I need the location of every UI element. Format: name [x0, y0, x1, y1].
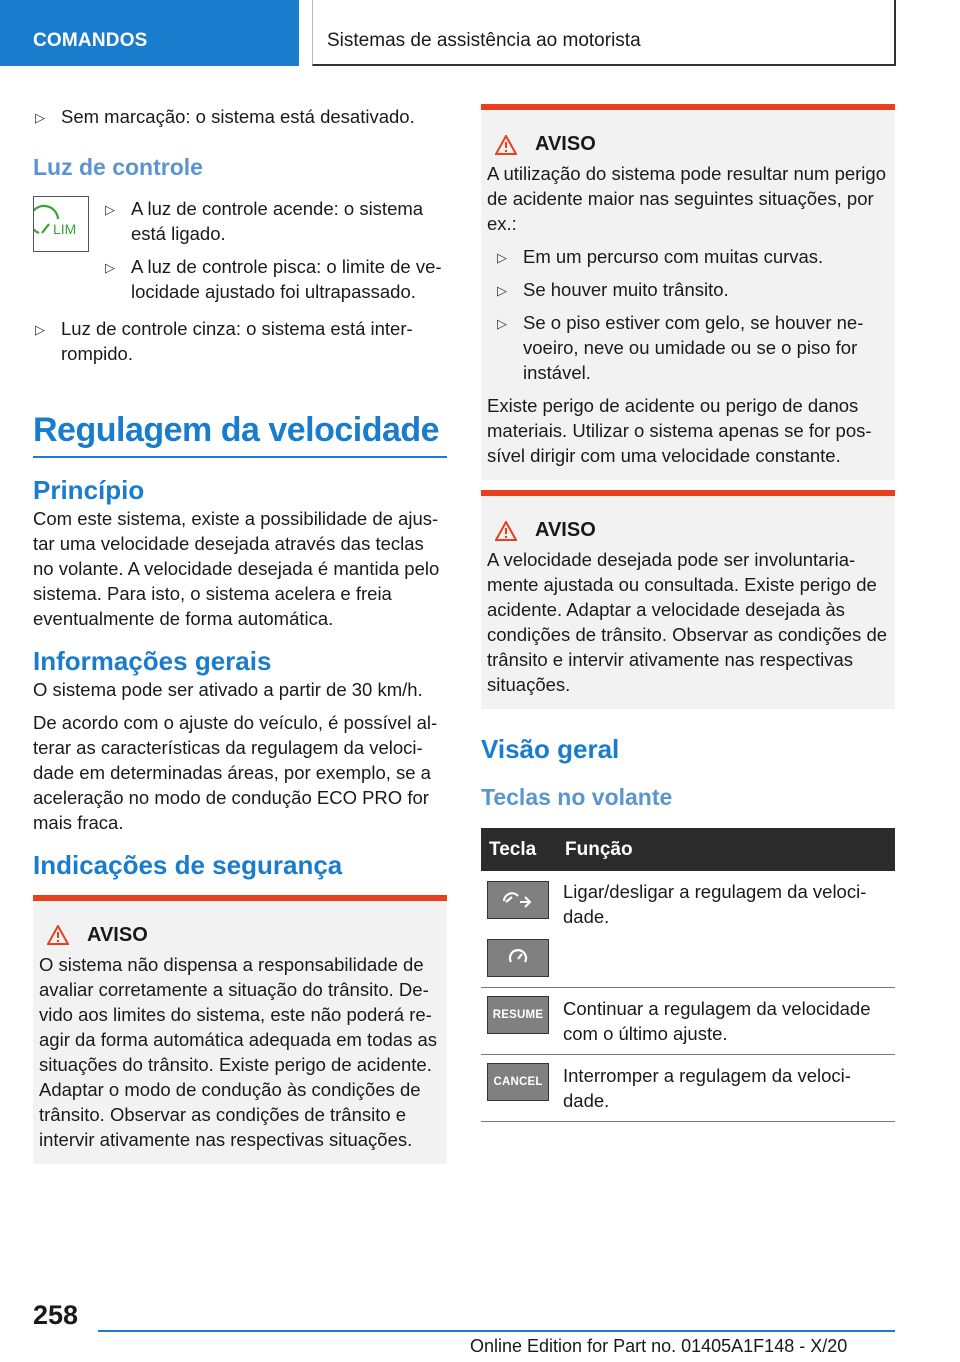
keys-table: [481, 828, 895, 1122]
lim-indicator-row: [33, 196, 447, 312]
warning-triangle-icon: [495, 521, 517, 541]
heading-rule: [33, 456, 447, 458]
keys-heading: Teclas no volante: [481, 784, 673, 810]
cancel-key: CANCEL: [487, 1063, 549, 1101]
footer-edition: Online Edition for Part no. 01405A1F148 - X/20: [470, 1336, 848, 1356]
list-item: ▷ Em um percurso com muitas curvas.: [495, 244, 889, 269]
list-item: ▷ Se o piso estiver com gelo, se houver nevoeiro, neve ou umidade ou se o piso for instável.: [497, 312, 864, 383]
table-cell-function: Interromper a regulagem da velocidade.: [557, 1055, 895, 1122]
header-chapter-box: [312, 0, 896, 66]
cruise-control-on-off-icon: [487, 881, 549, 919]
right-column: [481, 104, 895, 1122]
triangle-right-icon: ▷: [35, 110, 45, 125]
table-header-key: Tecla: [481, 828, 557, 871]
overview-heading: Visão geral: [481, 734, 620, 764]
table-cell-function: Ligar/desligar a regulagem da velocidade.: [557, 871, 895, 988]
warning-title: AVISO: [487, 518, 889, 543]
triangle-right-icon: ▷: [497, 283, 507, 298]
table-row: [481, 871, 895, 988]
table-header-function: Função: [557, 828, 895, 871]
warning-text: O sistema não dispensa a responsabilidade de avaliar corretamente a situação do trânsito. Devido aos limites do sistema, este não poderá reagir da forma automática adequada em todas as situações do trânsito. Existe perigo de acidente. Adaptar o modo de condução às condições de trânsito. Observar as condições de trânsito e intervir ativamente nas respectivas situações.: [39, 953, 437, 1150]
warning-title: AVISO: [487, 132, 889, 157]
header-section-label: COMANDOS: [33, 30, 148, 51]
svg-text:LIM: LIM: [53, 221, 77, 237]
warning-box: [33, 895, 447, 1164]
table-row: [481, 988, 895, 1055]
header-section-tab: [0, 0, 299, 66]
principle-text: Com este sistema, existe a possibilidade de ajustar uma velocidade desejada através das teclas no volante. A velocidade desejada é mantida pelo sistema. Para isto, o sistema acelera e freia eventualmente de forma automática.: [33, 507, 440, 629]
list-item: ▷ A luz de controle pisca: o limite de velocidade ajustado foi ultrapassado.: [105, 256, 442, 302]
table-cell-function: Continuar a regulagem da velocidade com o último ajuste.: [557, 988, 895, 1055]
general-info-heading: Informações gerais: [33, 645, 272, 676]
table-row: [481, 1055, 895, 1122]
warning-text: A velocidade desejada pode ser involuntariamente ajustada ou consultada. Existe perigo de acidente. Adaptar a velocidade desejada às condições de trânsito. Observar as condições de trânsito e intervir ativamente nas respectivas situações.: [487, 549, 888, 695]
list-item: ▷ A luz de controle acende: o sistema está ligado.: [105, 198, 424, 244]
general-info-text-1: O sistema pode ser ativado a partir de 30 km/h.: [33, 678, 423, 700]
safety-heading: Indicações de segurança: [33, 849, 343, 880]
list-item: ▷ Se houver muito trânsito.: [495, 277, 889, 302]
triangle-right-icon: ▷: [497, 250, 507, 265]
warning-title: AVISO: [39, 923, 441, 948]
triangle-right-icon: ▷: [105, 260, 115, 275]
header-chapter-label: Sistemas de assistência ao motorista: [327, 30, 641, 51]
speed-limiter-indicator-icon: [33, 196, 89, 252]
general-info-text-2: De acordo com o ajuste do veículo, é possível alterar as características da regulagem da velocidade em determinadas áreas, por exemplo, se a aceleração no modo de condução ECO PRO for mais fraca.: [33, 711, 438, 833]
left-column: [33, 104, 447, 1164]
triangle-right-icon: ▷: [105, 202, 115, 217]
warning-box: [481, 490, 895, 709]
principle-heading: Princípio: [33, 474, 145, 505]
warning-intro: A utilização do sistema pode resultar num perigo de acidente maior nas seguintes situações, por ex.:: [487, 163, 886, 234]
page-number: 258: [33, 1300, 79, 1330]
cruise-control-icon: [487, 939, 549, 977]
list-item: ▷ Sem marcação: o sistema está desativado.: [33, 104, 447, 129]
triangle-right-icon: ▷: [35, 322, 45, 337]
control-light-heading: Luz de controle: [33, 154, 203, 180]
warning-triangle-icon: [47, 925, 69, 945]
table-header-row: [481, 828, 895, 871]
list-item: ▷ Luz de controle cinza: o sistema está interrompido.: [35, 318, 413, 364]
warning-box: [481, 104, 895, 480]
warning-triangle-icon: [495, 135, 517, 155]
warning-outro: Existe perigo de acidente ou perigo de danos materiais. Utilizar o sistema apenas se for possível dirigir com uma velocidade constante.: [487, 395, 872, 466]
resume-key: RESUME: [487, 996, 549, 1034]
footer-rule: [98, 1330, 895, 1332]
triangle-right-icon: ▷: [497, 316, 507, 331]
main-heading: Regulagem da velocidade: [33, 411, 440, 449]
